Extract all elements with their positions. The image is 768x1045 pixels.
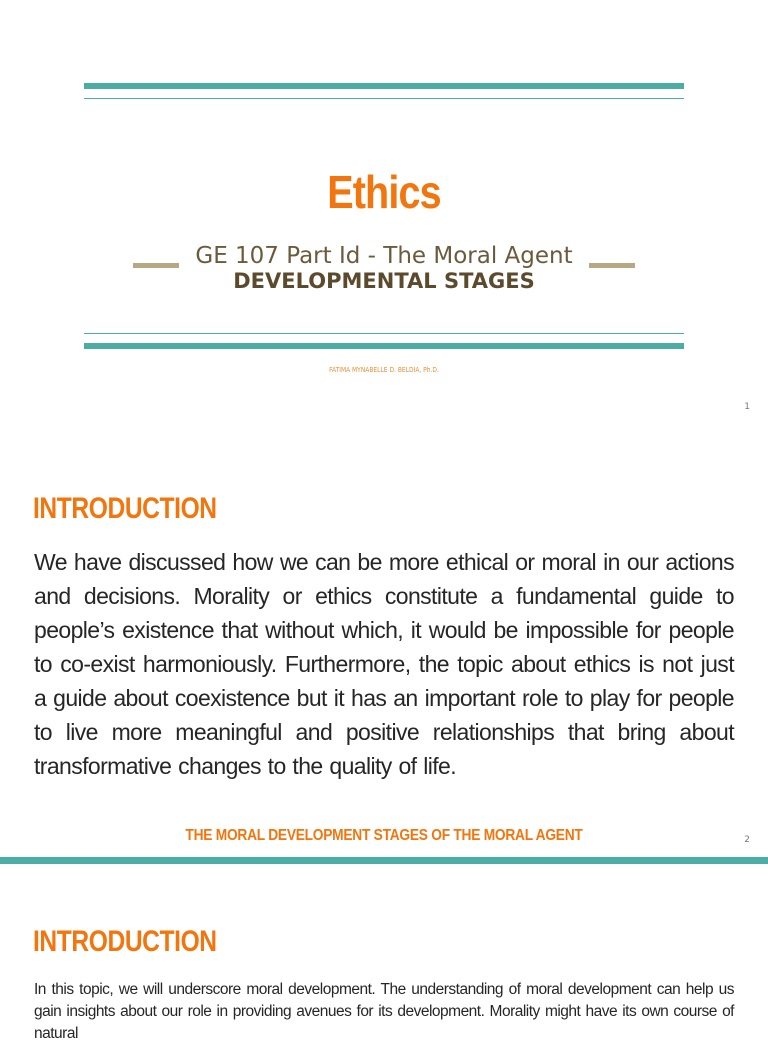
top-teal-bar [84, 83, 684, 89]
page-number: 2 [744, 835, 750, 845]
footer-teal-bar [0, 857, 768, 864]
slide-footer-label: THE MORAL DEVELOPMENT STAGES OF THE MORAL AGENT [185, 827, 583, 844]
introduction-slide-continued [0, 870, 768, 1042]
title-slide [0, 0, 768, 432]
bottom-teal-bar [84, 343, 684, 349]
body-paragraph: In this topic, we will underscore moral development. The understanding of moral development can help us gain insights about our role in providing avenues for its development. Morality might have its own course of natural [34, 981, 734, 1042]
introduction-slide [0, 432, 768, 864]
slide-subtitle-stages: DEVELOPMENTAL STAGES [233, 269, 535, 293]
slide-title: Ethics [327, 166, 441, 218]
top-teal-line [84, 98, 684, 99]
section-heading: INTRODUCTION [33, 925, 217, 958]
section-heading: INTRODUCTION [33, 492, 217, 525]
slide-subtitle: GE 107 Part Id - The Moral Agent [195, 243, 573, 269]
body-paragraph: We have discussed how we can be more ethical or moral in our actions and decisions. Morality or ethics constitute a fundamental guide to people’s existence that without which, it would be impossible for people to co-exist harmoniously. Furthermore, the topic about ethics is not just a guide about coexistence but it has an important role to play for people to live more meaningful and positive relationships that bring about transformative changes to the quality of life. [34, 549, 734, 779]
bottom-teal-line [84, 333, 684, 334]
author-name: FATIMA MYNABELLE D. BELDIA, Ph.D. [329, 366, 439, 374]
page-number: 1 [744, 402, 750, 412]
